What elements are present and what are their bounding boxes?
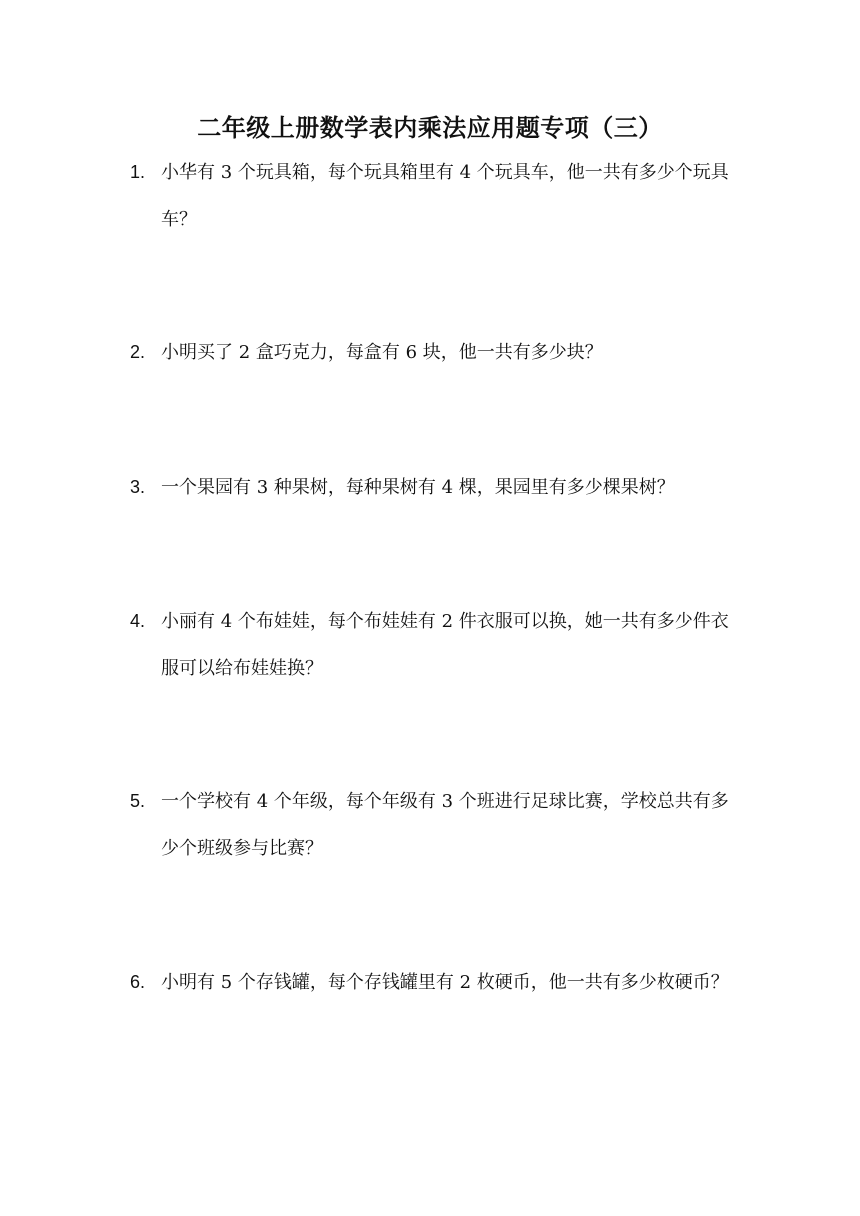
question-item: [130, 778, 740, 872]
question-text: 小华有 3 个玩具箱，每个玩具箱里有 4 个玩具车，他一共有多少个玩具车？: [161, 162, 729, 230]
question-item: [130, 464, 740, 511]
question-item: [130, 959, 740, 1006]
question-number: 4.: [130, 611, 146, 631]
question-number: 5.: [130, 791, 146, 811]
question-number: 6.: [130, 972, 146, 992]
question-text: 小明买了 2 盒巧克力，每盒有 6 块，他一共有多少块？: [161, 342, 603, 363]
question-item: [130, 598, 740, 692]
question-text: 小丽有 4 个布娃娃，每个布娃娃有 2 件衣服可以换，她一共有多少件衣服可以给布娃娃换？: [161, 611, 729, 679]
question-number: 1.: [130, 162, 146, 182]
question-text: 小明有 5 个存钱罐，每个存钱罐里有 2 枚硬币，他一共有多少枚硬币？: [161, 972, 729, 993]
question-number: 3.: [130, 477, 146, 497]
question-text: 一个果园有 3 种果树，每种果树有 4 棵，果园里有多少棵果树？: [161, 477, 675, 498]
question-item: [130, 329, 740, 376]
question-item: [130, 149, 740, 243]
question-number: 2.: [130, 342, 146, 362]
question-text: 一个学校有 4 个年级，每个年级有 3 个班进行足球比赛，学校总共有多少个班级参与比赛？: [161, 791, 729, 859]
page-title: 二年级上册数学表内乘法应用题专项（三）: [197, 113, 663, 142]
